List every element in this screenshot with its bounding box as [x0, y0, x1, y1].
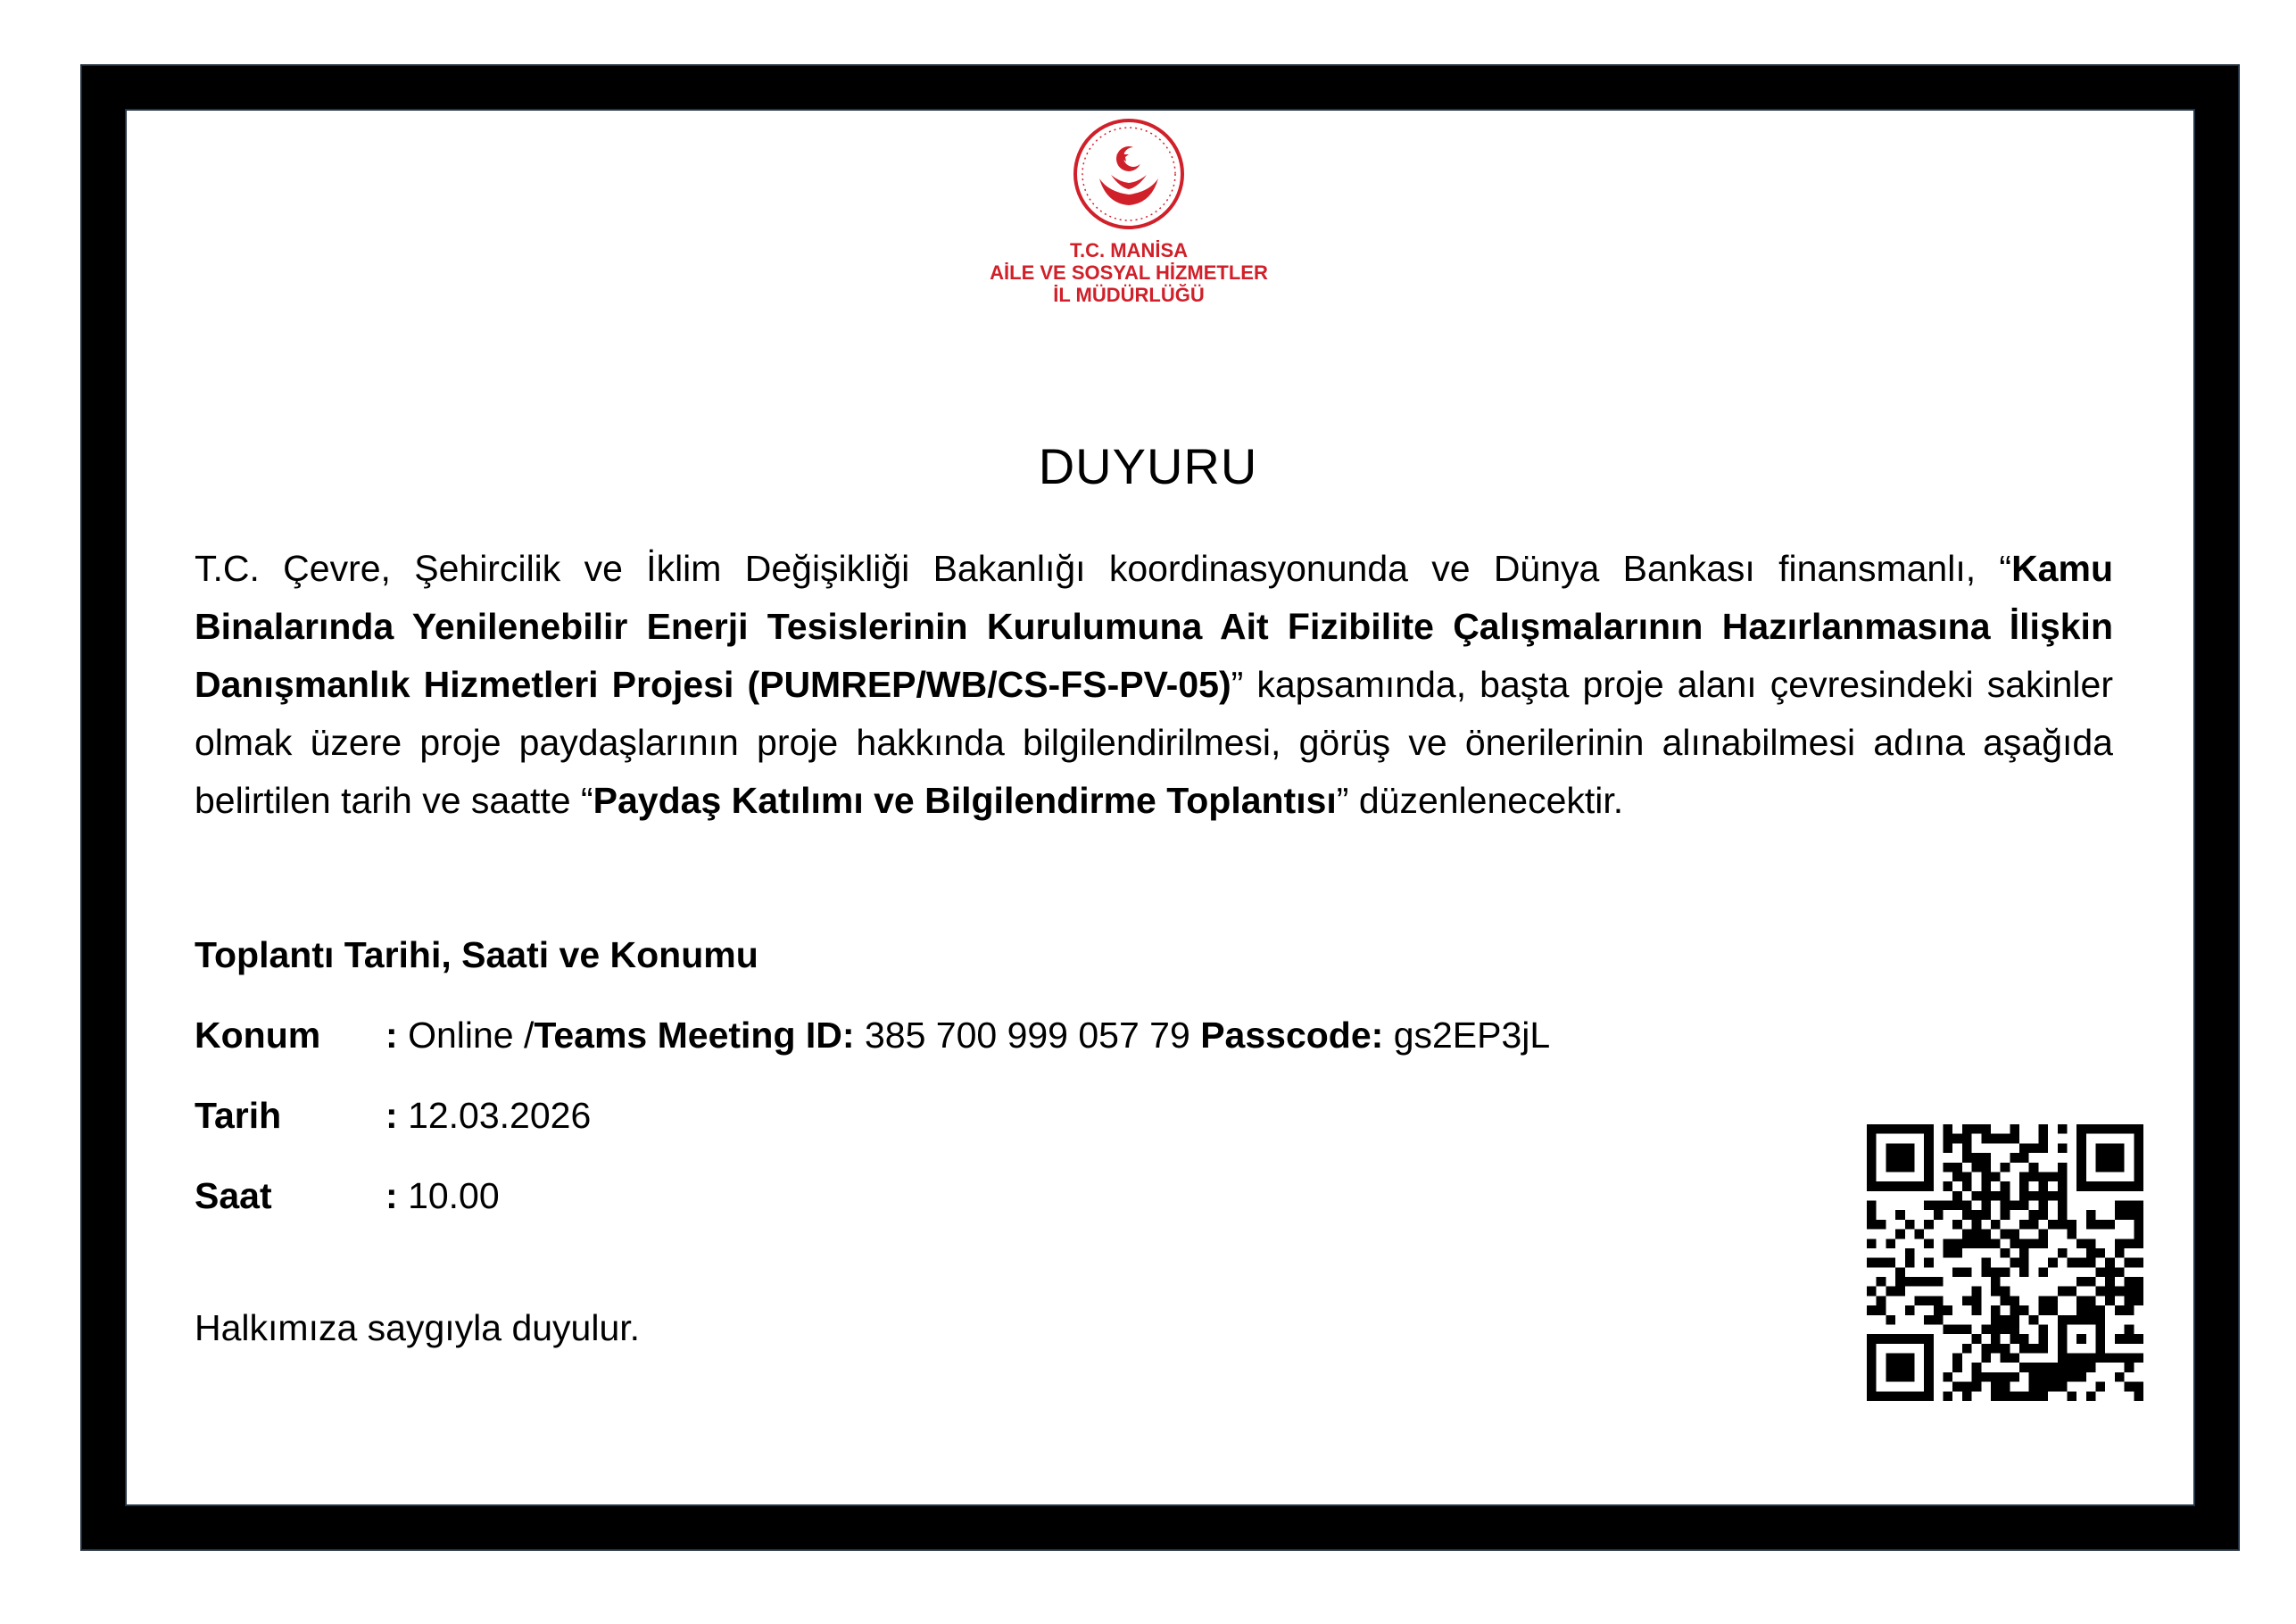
time-row	[195, 1175, 500, 1217]
paragraph-text-1: T.C. Çevre, Şehircilik ve İklim Değişikliği Bakanlığı koordinasyonunda ve Dünya Bankası finansmanlı, “	[195, 548, 2012, 589]
organization-name	[968, 239, 1289, 306]
project-name: Kamu Binalarında Yenilenebilir Enerji Tesislerinin Kurulumuna Ait Fizibilite Çalışmalarının Hazırlanmasına İlişkin Danışmanlık Hizmetleri Projesi (PUMREP/WB/CS-FS-PV-05)	[195, 548, 2113, 705]
teams-id-label: Teams Meeting ID:	[534, 1015, 855, 1056]
ministry-logo	[968, 116, 1289, 306]
location-colon: :	[385, 1015, 398, 1056]
passcode-value: gs2EP3jL	[1393, 1015, 1551, 1056]
teams-id-value: 385 700 999 057 79	[864, 1015, 1190, 1056]
paragraph-text-2: ” kapsamında, başta proje alanı çevresindeki sakinler olmak üzere proje paydaşlarının proje hakkında bilgilendirilmesi, görüş ve önerilerinin alınabilmesi adına aşağıda belirtilen tarih ve saatte “	[195, 664, 2113, 821]
qr-code-icon[interactable]	[1867, 1124, 2143, 1401]
location-label: Konum	[195, 1015, 321, 1056]
location-value: Online /	[408, 1015, 535, 1056]
meeting-name: Paydaş Katılımı ve Bilgilendirme Toplantısı	[593, 780, 1337, 821]
date-row	[195, 1095, 591, 1137]
org-line-3: İL MÜDÜRLÜĞÜ	[1053, 284, 1205, 306]
date-value: 12.03.2026	[408, 1095, 592, 1136]
date-colon: :	[385, 1095, 398, 1136]
time-value: 10.00	[408, 1175, 500, 1216]
org-line-1: T.C. MANİSA	[1070, 239, 1188, 261]
meeting-details-heading: Toplantı Tarihi, Saati ve Konumu	[195, 934, 758, 975]
paragraph-text-3: ” düzenlenecektir.	[1336, 780, 1624, 821]
date-label: Tarih	[195, 1095, 282, 1136]
time-label: Saat	[195, 1175, 272, 1216]
org-line-2: AİLE VE SOSYAL HİZMETLER	[990, 261, 1268, 284]
time-colon: :	[385, 1175, 398, 1216]
passcode-label: Passcode:	[1200, 1015, 1384, 1056]
ministry-emblem-icon	[1071, 116, 1187, 232]
announcement-paragraph	[195, 540, 2113, 830]
location-row	[195, 1015, 1550, 1056]
closing-text: Halkımıza saygıyla duyulur.	[195, 1307, 641, 1348]
page-title: DUYURU	[1038, 438, 1258, 494]
